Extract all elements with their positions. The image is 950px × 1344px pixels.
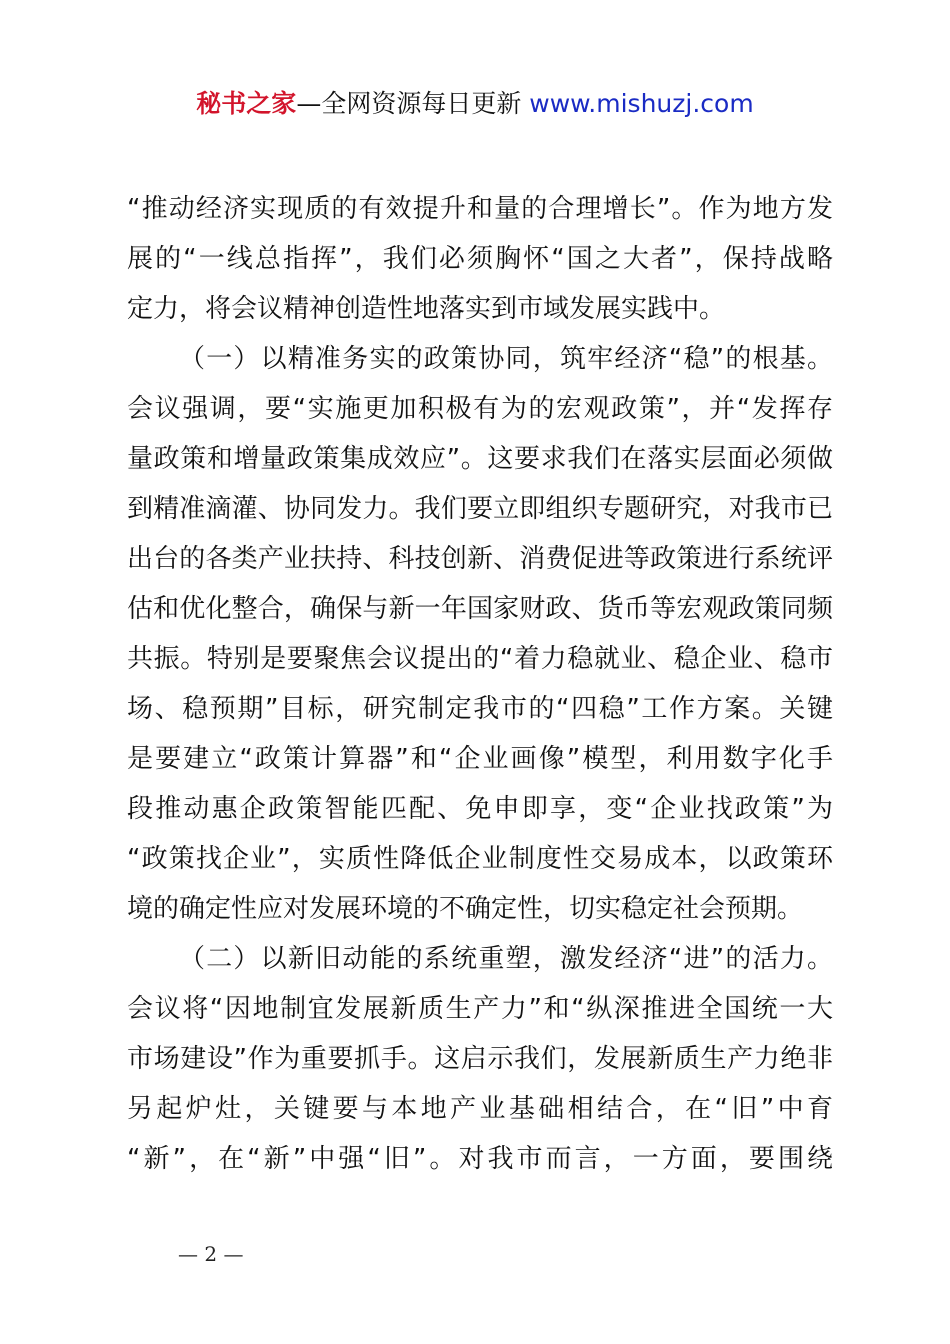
body-line: 量政策和增量政策集成效应”。这要求我们在落实层面必须做 xyxy=(127,444,833,474)
body-line: “新”，在“新”中强“旧”。对我市而言，一方面，要围绕 xyxy=(127,1144,833,1174)
body-line: 估和优化整合，确保与新一年国家财政、货币等宏观政策同频 xyxy=(127,594,833,624)
site-url-link[interactable]: www.mishuzj.com xyxy=(529,89,754,118)
page-header xyxy=(0,86,950,122)
section-heading-2: （二）以新旧动能的系统重塑，激发经济“进”的活力。 xyxy=(179,944,833,974)
body-line: 到精准滴灌、协同发力。我们要立即组织专题研究，对我市已 xyxy=(127,494,833,524)
body-line: 出台的各类产业扶持、科技创新、消费促进等政策进行系统评 xyxy=(127,544,833,574)
section-heading-1: （一）以精准务实的政策协同，筑牢经济“稳”的根基。 xyxy=(179,344,833,374)
body-line: 定力，将会议精神创造性地落实到市域发展实践中。 xyxy=(127,294,726,324)
body-line: 市场建设”作为重要抓手。这启示我们，发展新质生产力绝非 xyxy=(127,1044,833,1074)
body-line: 是要建立“政策计算器”和“企业画像”模型，利用数字化手 xyxy=(127,744,833,774)
body-line: 会议强调，要“实施更加积极有为的宏观政策”，并“发挥存 xyxy=(127,394,833,424)
body-line: 另起炉灶，关键要与本地产业基础相结合，在“旧”中育 xyxy=(127,1094,833,1124)
document-body xyxy=(127,184,833,1184)
body-line: “政策找企业”，实质性降低企业制度性交易成本，以政策环 xyxy=(127,844,833,874)
body-line: 场、稳预期”目标，研究制定我市的“四稳”工作方案。关键 xyxy=(127,694,833,724)
body-line: 境的确定性应对发展环境的不确定性，切实稳定社会预期。 xyxy=(127,894,804,924)
body-line: 共振。特别是要聚焦会议提出的“着力稳就业、稳企业、稳市 xyxy=(127,644,833,674)
body-line: “推动经济实现质的有效提升和量的合理增长”。作为地方发 xyxy=(127,194,833,224)
page-number: — 2 — xyxy=(178,1242,244,1266)
header-tagline: —全网资源每日更新 xyxy=(296,89,530,118)
brand-name: 秘书之家 xyxy=(196,89,297,118)
body-line: 展的“一线总指挥”，我们必须胸怀“国之大者”，保持战略 xyxy=(127,244,833,274)
body-line: 段推动惠企政策智能匹配、免申即享，变“企业找政策”为 xyxy=(127,794,833,824)
body-line: 会议将“因地制宜发展新质生产力”和“纵深推进全国统一大 xyxy=(127,994,833,1024)
